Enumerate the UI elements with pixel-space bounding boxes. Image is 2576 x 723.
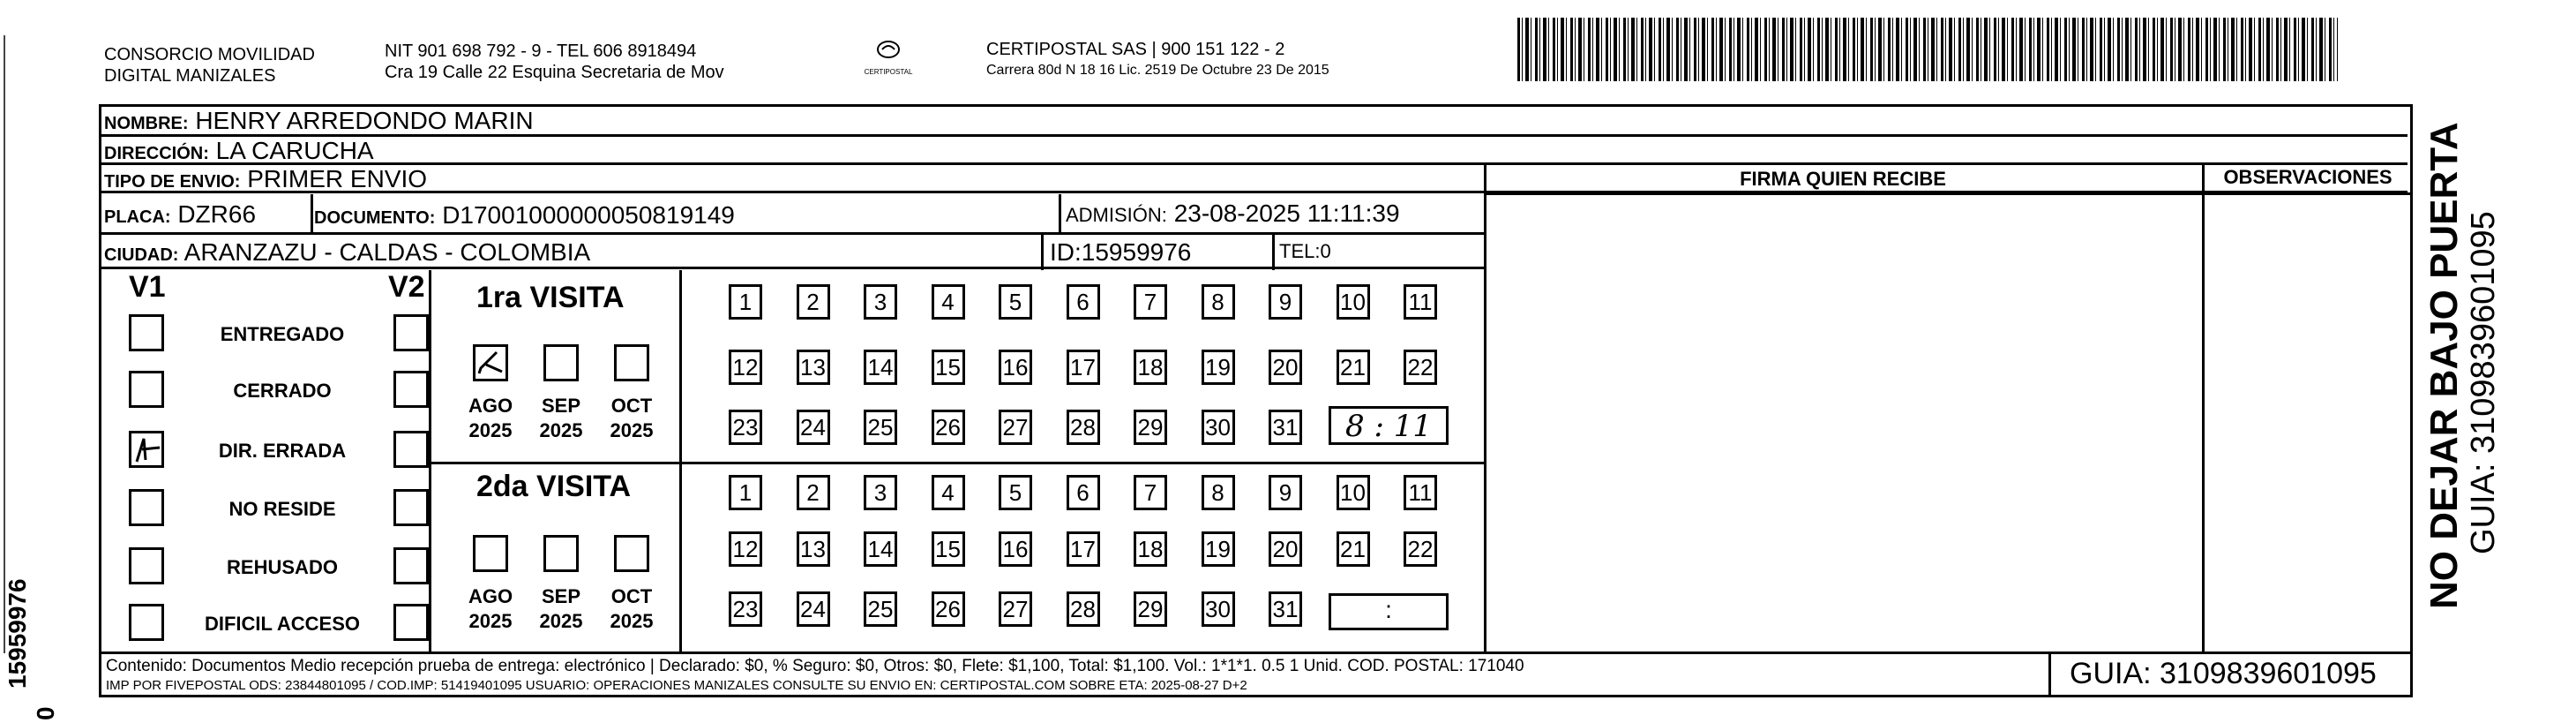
month-label [605, 394, 658, 443]
documento-cell: DOCUMENTO: D17001000000050819149 [314, 201, 735, 229]
day-box[interactable]: 28 [1067, 410, 1100, 445]
ciudad-row: CIUDAD: ARANZAZU - CALDAS - COLOMBIA [101, 234, 1486, 269]
direccion-row: DIRECCIÓN: LA CARUCHA [101, 136, 2408, 165]
day-box[interactable]: 5 [999, 475, 1032, 510]
footer-guia: GUIA: 3109839601095 [2070, 657, 2377, 690]
month-name: OCT [610, 395, 653, 417]
status-v1-checkbox[interactable] [129, 547, 164, 584]
month-year: 2025 [539, 610, 583, 632]
day-box[interactable]: 5 [999, 284, 1032, 320]
day-box[interactable]: 3 [864, 475, 897, 510]
sep-ciudad-id [1041, 235, 1044, 270]
month-checkbox[interactable] [614, 344, 649, 381]
day-box[interactable]: 13 [797, 350, 830, 385]
month-label [464, 584, 517, 634]
status-label: NO RESIDE [228, 498, 336, 520]
visit1-title: 1ra VISITA [476, 281, 625, 314]
day-box[interactable]: 30 [1202, 591, 1235, 627]
checkmark-icon [476, 347, 505, 379]
day-box[interactable]: 19 [1202, 531, 1235, 567]
day-box[interactable]: 21 [1337, 350, 1370, 385]
footer-contenido: Contenido: Documentos Medio recepción prueba de entrega: electrónico | Declarado: $0, % Seguro: $0, Otros: $0, Flete: $1,100, Total: $1,100. Vol.: 1*1*1. 0.5 1 Unid. COD. POSTAL: 171040 [106, 657, 1524, 675]
nit-block: NIT 901 698 792 - 9 - TEL 606 8918494 Cra 19 Calle 22 Esquina Secretaria de Mov [385, 41, 724, 82]
month-label [464, 394, 517, 443]
sep-placa-doc [311, 194, 313, 235]
status-v1-checkbox[interactable] [129, 604, 164, 641]
day-box[interactable]: 10 [1337, 475, 1370, 510]
sep-footer-guia [2048, 651, 2051, 696]
month-label [605, 584, 658, 634]
admision-cell: ADMISIÓN: 23-08-2025 11:11:39 [1066, 200, 1400, 227]
day-box[interactable]: 21 [1337, 531, 1370, 567]
status-v2-checkbox[interactable] [393, 314, 429, 351]
day-box[interactable]: 17 [1067, 350, 1100, 385]
day-box[interactable]: 11 [1404, 284, 1437, 320]
tipo-row: TIPO DE ENVIO: PRIMER ENVIO [101, 164, 2408, 193]
visit-separator [429, 462, 1486, 464]
day-box[interactable]: 6 [1067, 475, 1100, 510]
day-box[interactable]: 10 [1337, 284, 1370, 320]
day-box[interactable]: 31 [1269, 591, 1302, 627]
day-box[interactable]: 27 [999, 410, 1032, 445]
day-box[interactable]: 20 [1269, 350, 1302, 385]
visit2-time[interactable]: : [1329, 593, 1449, 630]
month-checkbox[interactable] [543, 344, 579, 381]
certipostal-logo: CERTIPOSTAL [857, 39, 919, 76]
month-checkbox[interactable] [473, 535, 508, 572]
status-v2-checkbox[interactable] [393, 431, 429, 468]
month-label [535, 394, 588, 443]
day-box[interactable]: 18 [1134, 531, 1167, 567]
month-label [535, 584, 588, 634]
placa-row: PLACA: DZR66 [101, 192, 1486, 235]
status-v2-checkbox[interactable] [393, 489, 429, 526]
firma-header: FIRMA QUIEN RECIBE [1740, 168, 1946, 190]
day-box[interactable]: 7 [1134, 475, 1167, 510]
day-box[interactable]: 2 [797, 284, 830, 320]
day-box[interactable]: 23 [729, 591, 762, 627]
day-box[interactable]: 16 [999, 531, 1032, 567]
day-box[interactable]: 1 [729, 475, 762, 510]
day-box[interactable]: 22 [1404, 350, 1437, 385]
side-guia: GUIA: 3109839601095 [2465, 211, 2502, 554]
bottom-border [99, 695, 2413, 697]
status-v2-checkbox[interactable] [393, 371, 429, 408]
day-box[interactable]: 26 [932, 410, 965, 445]
day-box[interactable]: 14 [864, 531, 897, 567]
nombre-row: NOMBRE: HENRY ARREDONDO MARIN [101, 106, 2408, 137]
status-label: ENTREGADO [220, 323, 345, 345]
day-box[interactable]: 9 [1269, 475, 1302, 510]
status-v2-checkbox[interactable] [393, 604, 429, 641]
left-margin-line [4, 35, 5, 653]
day-box[interactable]: 20 [1269, 531, 1302, 567]
logo-icon [875, 39, 902, 64]
month-checkbox[interactable] [473, 344, 508, 381]
sep-status-visits [429, 270, 431, 651]
day-box[interactable]: 12 [729, 531, 762, 567]
day-box[interactable]: 24 [797, 410, 830, 445]
month-year: 2025 [468, 419, 513, 441]
day-box[interactable]: 4 [932, 284, 965, 320]
month-year: 2025 [539, 419, 583, 441]
day-box[interactable]: 29 [1134, 591, 1167, 627]
month-checkbox[interactable] [543, 535, 579, 572]
v2-label: V2 [388, 270, 425, 304]
day-box[interactable]: 8 [1202, 475, 1235, 510]
tel-cell: TEL:0 [1279, 240, 1331, 262]
day-box[interactable]: 1 [729, 284, 762, 320]
month-name: OCT [610, 585, 653, 607]
status-label: DIR. ERRADA [218, 440, 347, 462]
day-box[interactable]: 15 [932, 531, 965, 567]
company1: CONSORCIO MOVILIDAD DIGITAL MANIZALES [104, 45, 315, 86]
day-box[interactable]: 25 [864, 410, 897, 445]
footer-top-line [99, 651, 2413, 654]
day-box[interactable]: 29 [1134, 410, 1167, 445]
day-box[interactable]: 28 [1067, 591, 1100, 627]
month-name: AGO [468, 395, 513, 417]
day-box[interactable]: 13 [797, 531, 830, 567]
month-name: AGO [468, 585, 513, 607]
status-v1-checkbox[interactable] [129, 431, 164, 468]
company2: CERTIPOSTAL SAS | 900 151 122 - 2 Carrera 80d N 18 16 Lic. 2519 De Octubre 23 De 2015 [986, 40, 1329, 78]
footer-imp: IMP POR FIVEPOSTAL ODS: 23844801095 / COD.IMP: 51419401095 USUARIO: OPERACIONES MANIZALES CONSULTE SU ENVIO EN: CERTIPOSTAL.COM SOBRE ETA: 2025-08-27 D+2 [106, 678, 1247, 693]
barcode [1517, 18, 2338, 81]
id-cell: ID:15959976 [1050, 238, 1192, 266]
checkmark-icon [131, 433, 161, 465]
day-box[interactable]: 18 [1134, 350, 1167, 385]
day-box[interactable]: 25 [864, 591, 897, 627]
day-box[interactable]: 16 [999, 350, 1032, 385]
day-box[interactable]: 30 [1202, 410, 1235, 445]
month-year: 2025 [610, 419, 654, 441]
status-v2-checkbox[interactable] [393, 547, 429, 584]
status-v1-checkbox[interactable] [129, 314, 164, 351]
day-box[interactable]: 9 [1269, 284, 1302, 320]
sep-doc-adm [1059, 194, 1061, 235]
day-box[interactable]: 11 [1404, 475, 1437, 510]
visit1-time: 8 : 11 [1329, 406, 1449, 445]
firma-header-line [1484, 192, 2412, 195]
day-box[interactable]: 3 [864, 284, 897, 320]
v1-label: V1 [129, 270, 166, 304]
status-label: DIFICIL ACCESO [204, 613, 360, 635]
day-box[interactable]: 19 [1202, 350, 1235, 385]
day-box[interactable]: 22 [1404, 531, 1437, 567]
sep-months-days [679, 270, 682, 651]
day-box[interactable]: 8 [1202, 284, 1235, 320]
month-year: 2025 [468, 610, 513, 632]
day-box[interactable]: 17 [1067, 531, 1100, 567]
observaciones-header: OBSERVACIONES [2223, 166, 2393, 188]
day-box[interactable]: 15 [932, 350, 965, 385]
day-box[interactable]: 27 [999, 591, 1032, 627]
day-box[interactable]: 4 [932, 475, 965, 510]
status-label: REHUSADO [227, 556, 338, 578]
day-box[interactable]: 7 [1134, 284, 1167, 320]
day-box[interactable]: 2 [797, 475, 830, 510]
day-box[interactable]: 26 [932, 591, 965, 627]
side-title: NO DEJAR BAJO PUERTA [2422, 122, 2466, 609]
day-box[interactable]: 24 [797, 591, 830, 627]
visit2-title: 2da VISITA [476, 470, 632, 503]
status-label: CERRADO [233, 380, 332, 402]
month-name: SEP [541, 585, 581, 607]
left-zero: 0 [32, 706, 59, 720]
sep-firma-obs [2202, 164, 2205, 653]
month-year: 2025 [610, 610, 654, 632]
month-checkbox[interactable] [614, 535, 649, 572]
month-name: SEP [541, 395, 581, 417]
left-id: 15959976 [4, 578, 31, 689]
sep-main-firma [1484, 164, 1486, 653]
day-box[interactable]: 23 [729, 410, 762, 445]
sep-id-tel [1272, 235, 1275, 270]
day-box[interactable]: 6 [1067, 284, 1100, 320]
status-v1-checkbox[interactable] [129, 489, 164, 526]
status-v1-checkbox[interactable] [129, 371, 164, 408]
day-box[interactable]: 31 [1269, 410, 1302, 445]
day-box[interactable]: 14 [864, 350, 897, 385]
day-box[interactable]: 12 [729, 350, 762, 385]
